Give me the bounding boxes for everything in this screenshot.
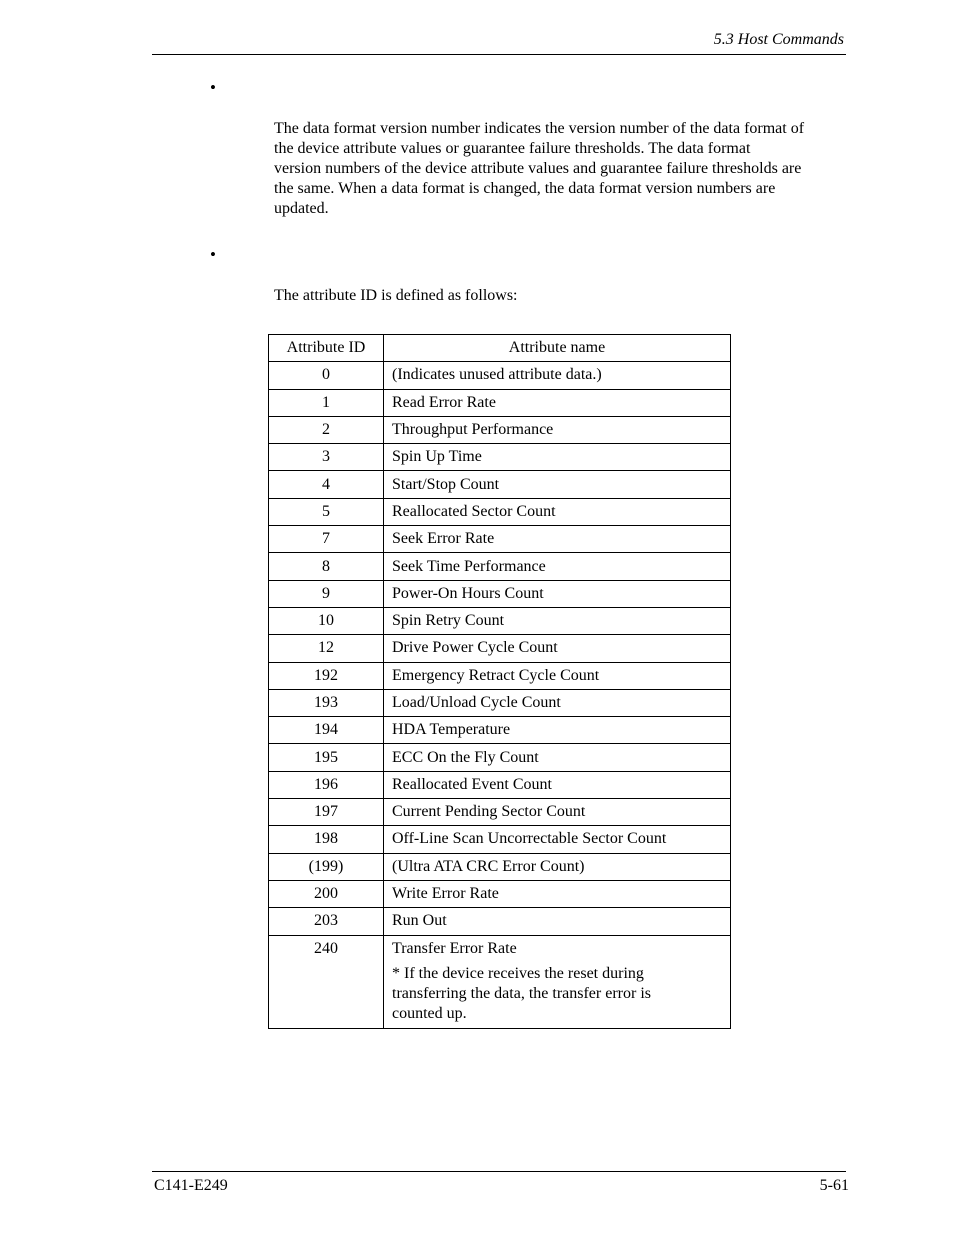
attribute-name-cell: Spin Up Time [384,444,731,471]
bullet-marker: • [210,78,216,97]
attribute-name-text: Transfer Error Rate [392,939,517,957]
note-line: * If the device receives the reset during [392,964,644,982]
transfer-error-note [392,964,692,1024]
attribute-id-cell: 197 [269,799,384,826]
attribute-id-cell: 203 [269,908,384,935]
table-row [269,580,731,607]
table-row [269,826,731,853]
attribute-id-cell: 196 [269,771,384,798]
attribute-id-cell: 1 [269,389,384,416]
table-row [269,444,731,471]
attribute-id-cell: 194 [269,717,384,744]
table-row [269,471,731,498]
table-row [269,416,731,443]
bullet-marker: • [210,245,216,264]
attribute-name-cell: (Indicates unused attribute data.) [384,362,731,389]
attribute-table-body [269,362,731,1028]
table-row [269,880,731,907]
attribute-id-cell: 5 [269,498,384,525]
attribute-id-cell: 7 [269,526,384,553]
attribute-id-cell: 198 [269,826,384,853]
data-format-paragraph [274,119,849,219]
table-row [269,362,731,389]
attribute-name-cell [384,935,731,1028]
attribute-name-cell: Emergency Retract Cycle Count [384,662,731,689]
attribute-name-cell: ECC On the Fly Count [384,744,731,771]
table-header-row [269,335,731,362]
attribute-id-cell: 8 [269,553,384,580]
attribute-id-cell: 9 [269,580,384,607]
attribute-id-cell: 2 [269,416,384,443]
attribute-name-cell: Reallocated Event Count [384,771,731,798]
page-header [152,30,846,55]
note-line: counted up. [392,1004,467,1022]
attribute-name-cell: Spin Retry Count [384,607,731,634]
table-row [269,689,731,716]
attribute-intro: The attribute ID is defined as follows: [274,287,518,304]
attribute-id-cell: 4 [269,471,384,498]
table-row [269,526,731,553]
attribute-name-cell: Seek Time Performance [384,553,731,580]
page-number: 5-61 [819,1177,849,1194]
attribute-name-cell: Reallocated Sector Count [384,498,731,525]
document-id: C141-E249 [154,1177,228,1194]
table-row [269,908,731,935]
attribute-name-cell: (Ultra ATA CRC Error Count) [384,853,731,880]
table-row [269,607,731,634]
attribute-name-cell: Read Error Rate [384,389,731,416]
attribute-name-cell: Throughput Performance [384,416,731,443]
attribute-id-cell: 240 [269,935,384,1028]
attribute-id-cell: 10 [269,607,384,634]
table-row [269,744,731,771]
attribute-name-cell: Power-On Hours Count [384,580,731,607]
paragraph-line: The data format version number indicates the version number of the data format of [274,120,805,137]
attribute-id-cell: 192 [269,662,384,689]
paragraph-line: version numbers of the device attribute values and guarantee failure thresholds are [274,160,802,177]
attribute-id-cell: 3 [269,444,384,471]
attribute-name-cell: HDA Temperature [384,717,731,744]
attribute-id-cell: 193 [269,689,384,716]
table-row [269,853,731,880]
table-row [269,662,731,689]
table-row [269,498,731,525]
table-row [269,635,731,662]
attribute-name-cell: Write Error Rate [384,880,731,907]
note-line: transferring the data, the transfer error is [392,984,651,1002]
attribute-table [268,334,731,1029]
paragraph-line: the device attribute values or guarantee failure thresholds. The data format [274,140,751,157]
attribute-id-cell: 0 [269,362,384,389]
table-row [269,771,731,798]
attribute-id-cell: 195 [269,744,384,771]
attribute-id-cell: 12 [269,635,384,662]
attribute-name-cell: Start/Stop Count [384,471,731,498]
attribute-name-cell: Drive Power Cycle Count [384,635,731,662]
attribute-id-cell: 200 [269,880,384,907]
paragraph-line: updated. [274,200,329,217]
attribute-name-cell: Off-Line Scan Uncorrectable Sector Count [384,826,731,853]
paragraph-line: the same. When a data format is changed, the data format version numbers are [274,180,776,197]
header-attribute-id: Attribute ID [269,335,384,362]
attribute-id-cell: (199) [269,853,384,880]
table-row [269,389,731,416]
attribute-name-cell: Load/Unload Cycle Count [384,689,731,716]
attribute-name-cell: Run Out [384,908,731,935]
page-footer [152,1171,849,1202]
table-row [269,935,731,1028]
header-attribute-name: Attribute name [384,335,731,362]
attribute-name-cell: Current Pending Sector Count [384,799,731,826]
table-row [269,799,731,826]
table-row [269,717,731,744]
attribute-name-cell: Seek Error Rate [384,526,731,553]
table-row [269,553,731,580]
section-title: 5.3 Host Commands [713,31,844,48]
